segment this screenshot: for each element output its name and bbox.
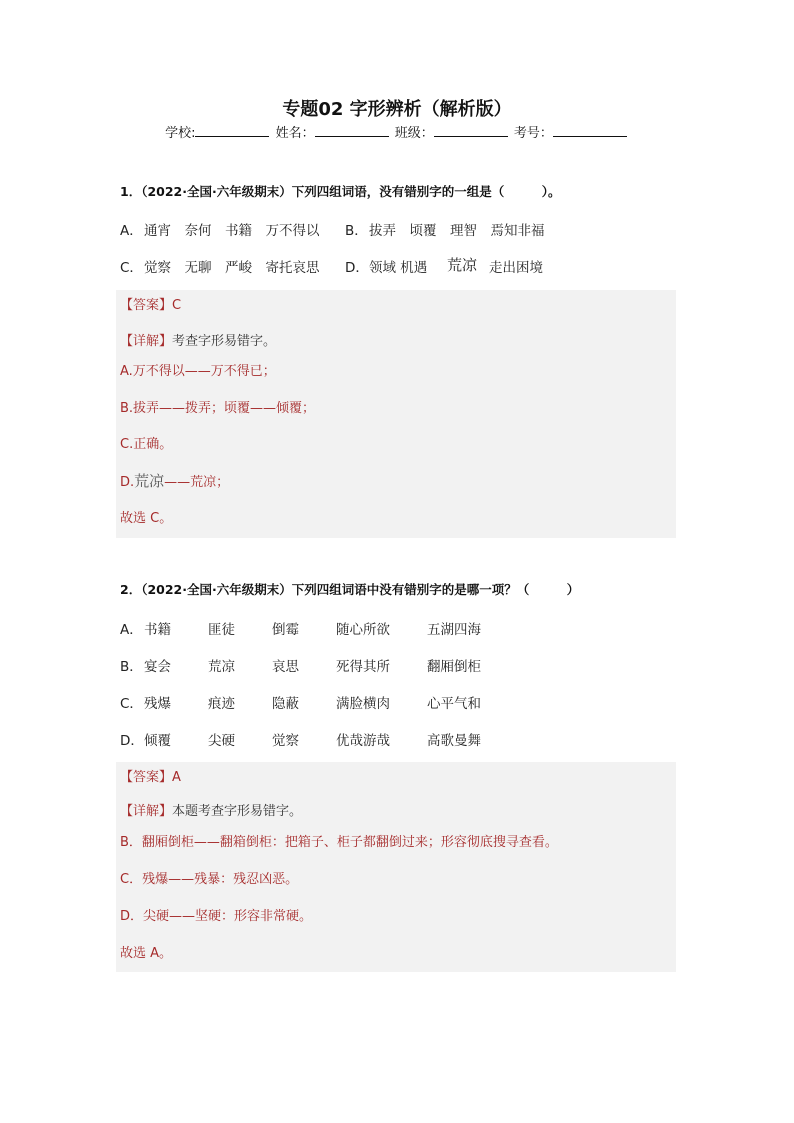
answer-value: A bbox=[172, 770, 181, 785]
option-word: 觉察 bbox=[272, 733, 299, 749]
detail-line bbox=[120, 800, 302, 819]
detail-line bbox=[120, 330, 276, 349]
explanation-a: A.万不得以——万不得已； bbox=[120, 364, 276, 379]
question-2-stem: 2．（2022·全国·六年级期末）下列四组词语中没有错别字的是哪一项？（ ） bbox=[120, 582, 580, 597]
option-d-letter: D． bbox=[345, 260, 369, 276]
class-label: 班级： bbox=[394, 126, 434, 141]
option-b-letter: B． bbox=[345, 223, 368, 239]
option-letter: C． bbox=[120, 696, 143, 712]
option-letter: D． bbox=[120, 733, 144, 749]
answer-line bbox=[120, 766, 181, 785]
explanation-c: C.正确。 bbox=[120, 437, 173, 452]
option-word: 死得其所 bbox=[336, 659, 390, 675]
explanation-c: C．残爆——残暴：残忍凶恶。 bbox=[120, 872, 299, 887]
option-word: 倾覆 bbox=[144, 733, 171, 749]
option-word: 宴会 bbox=[144, 659, 171, 675]
option-word: 高歌曼舞 bbox=[427, 733, 481, 749]
question-2-answer-box bbox=[116, 762, 676, 972]
option-word: 痕迹 bbox=[208, 696, 235, 712]
answer-value: C bbox=[172, 298, 182, 313]
explanation-d: D．尖硬——坚硬：形容非常硬。 bbox=[120, 909, 313, 924]
option-d-words-2: 荒凉 bbox=[447, 256, 478, 274]
exam-no-label: 考号： bbox=[513, 126, 553, 141]
option-word: 尖硬 bbox=[208, 733, 235, 749]
option-word: 荒凉 bbox=[208, 659, 235, 675]
explanation-b: B．翻厢倒柜——翻箱倒柜：把箱子、柜子都翻倒过来；形容彻底搜寻查看。 bbox=[120, 835, 558, 850]
detail-text: 考查字形易错字。 bbox=[172, 334, 277, 349]
option-word: 书籍 bbox=[144, 622, 171, 638]
option-word: 随心所欲 bbox=[336, 622, 390, 638]
option-word: 匪徒 bbox=[208, 622, 235, 638]
option-d-words-3: 走出困境 bbox=[489, 260, 543, 276]
explanation-d-prefix: D. bbox=[120, 475, 135, 490]
option-word: 心平气和 bbox=[427, 696, 481, 712]
option-word: 隐蔽 bbox=[272, 696, 299, 712]
option-a-letter: A． bbox=[120, 223, 143, 239]
class-blank[interactable] bbox=[434, 124, 508, 137]
answer-label: 【答案】 bbox=[120, 298, 173, 313]
detail-label: 【详解】 bbox=[120, 334, 173, 349]
school-blank[interactable] bbox=[195, 124, 269, 137]
detail-label: 【详解】 bbox=[120, 804, 173, 819]
option-word: 哀思 bbox=[272, 659, 299, 675]
explanation-b: B.拔弄——拨弄；顷覆——倾覆； bbox=[120, 401, 316, 416]
option-word: 五湖四海 bbox=[427, 622, 481, 638]
option-word: 优哉游哉 bbox=[336, 733, 390, 749]
exam-no-blank[interactable] bbox=[553, 124, 627, 137]
question-1-answer-box bbox=[116, 290, 676, 538]
option-a-words: 通宵 奈何 书籍 万不得以 bbox=[144, 223, 320, 239]
school-label: 学校: bbox=[165, 126, 196, 141]
detail-text: 本题考查字形易错字。 bbox=[172, 804, 303, 819]
conclusion: 故选 C。 bbox=[120, 511, 173, 526]
option-c-words: 觉察 无聊 严峻 寄托哀思 bbox=[144, 260, 320, 276]
answer-label: 【答案】 bbox=[120, 770, 173, 785]
question-1-stem: 1．（2022·全国·六年级期末）下列四组词语，没有错别字的一组是（ ）。 bbox=[120, 184, 561, 199]
option-d-words-1: 领域 机遇 bbox=[369, 260, 428, 276]
option-word: 满脸横肉 bbox=[336, 696, 390, 712]
option-word: 翻厢倒柜 bbox=[427, 659, 481, 675]
explanation-d-suffix: ——荒凉； bbox=[164, 475, 230, 490]
name-label: 姓名： bbox=[275, 126, 315, 141]
option-c-letter: C． bbox=[120, 260, 143, 276]
option-word: 倒霉 bbox=[272, 622, 299, 638]
student-info-line bbox=[0, 122, 794, 141]
answer-line bbox=[120, 294, 181, 313]
conclusion: 故选 A。 bbox=[120, 946, 173, 961]
explanation-d-word: 荒凉 bbox=[134, 472, 165, 490]
page-title: 专题02 字形辨析（解析版） bbox=[282, 99, 512, 120]
name-blank[interactable] bbox=[315, 124, 389, 137]
option-letter: B． bbox=[120, 659, 143, 675]
explanation-d bbox=[120, 470, 229, 491]
option-b-words: 拔弄 顷覆 理智 焉知非福 bbox=[369, 223, 545, 239]
option-letter: A． bbox=[120, 622, 143, 638]
option-word: 残爆 bbox=[144, 696, 171, 712]
